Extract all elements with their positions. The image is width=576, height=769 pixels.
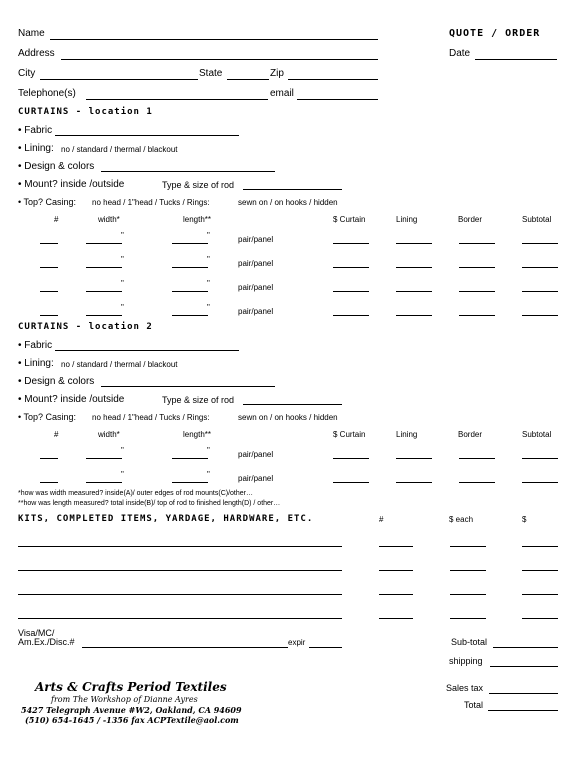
- col-num: #: [54, 430, 59, 439]
- amex-label: Am.Ex./Disc.#: [18, 637, 75, 647]
- inch-mark: ": [207, 303, 210, 312]
- inch-mark: ": [121, 231, 124, 240]
- col-lining: Lining: [396, 215, 418, 224]
- state-label: State: [199, 68, 223, 79]
- kits-col-dollar: $: [522, 515, 527, 524]
- design-field[interactable]: [101, 386, 275, 387]
- col-lining: Lining: [396, 430, 418, 439]
- expir-label: expir: [288, 638, 306, 647]
- fabric-label: • Fabric: [18, 340, 53, 351]
- email-field[interactable]: [297, 99, 378, 100]
- expir-field[interactable]: [309, 647, 342, 648]
- city-label: City: [18, 68, 36, 79]
- fabric-field[interactable]: [55, 135, 239, 136]
- email-label: email: [270, 88, 294, 99]
- col-num: #: [54, 215, 59, 224]
- pair-panel-label: pair/panel: [238, 307, 274, 316]
- salestax-field[interactable]: [489, 693, 558, 694]
- inch-mark: ": [121, 279, 124, 288]
- subtotal-field[interactable]: [493, 647, 558, 648]
- shipping-label: shipping: [449, 656, 483, 666]
- lining-label: • Lining:: [18, 143, 54, 154]
- lining-label: • Lining:: [18, 358, 54, 369]
- top-options[interactable]: no head / 1"head / Tucks / Rings:: [92, 413, 210, 422]
- address-field[interactable]: [61, 59, 378, 60]
- mount-label[interactable]: • Mount? inside /outside: [18, 179, 125, 190]
- company-contact: (510) 654-1645 / -1356 fax ACPTextile@aol.com: [25, 715, 239, 725]
- fabric-field[interactable]: [55, 350, 239, 351]
- pair-panel-label: pair/panel: [238, 474, 274, 483]
- date-field[interactable]: [475, 59, 557, 60]
- rod-field[interactable]: [243, 404, 342, 405]
- kits-col-each: $ each: [449, 515, 474, 524]
- design-label: • Design & colors: [18, 161, 95, 172]
- address-label: Address: [18, 48, 55, 59]
- pair-panel-label: pair/panel: [238, 450, 274, 459]
- quote-order-title: QUOTE / ORDER: [449, 28, 541, 39]
- inch-mark: ": [121, 303, 124, 312]
- rod-label: Type & size of rod: [162, 395, 235, 405]
- telephone-label: Telephone(s): [18, 88, 76, 99]
- fabric-label: • Fabric: [18, 125, 53, 136]
- top-label: • Top? Casing:: [18, 412, 77, 422]
- city-field[interactable]: [40, 79, 198, 80]
- inch-mark: ": [207, 231, 210, 240]
- rod-field[interactable]: [243, 189, 342, 190]
- lining-options[interactable]: no / standard / thermal / blackout: [61, 145, 178, 154]
- col-width: width*: [98, 430, 120, 439]
- state-field[interactable]: [227, 79, 269, 80]
- col-width: width*: [98, 215, 120, 224]
- kits-col-num: #: [379, 515, 384, 524]
- date-label: Date: [449, 48, 471, 59]
- subtotal-label: Sub-total: [451, 637, 488, 647]
- col-subtotal: Subtotal: [522, 215, 552, 224]
- name-label: Name: [18, 28, 45, 39]
- company-name: Arts & Crafts Period Textiles: [35, 680, 227, 694]
- company-workshop: from The Workshop of Dianne Ayres: [51, 695, 198, 704]
- length-note: **how was length measured? total inside(B)/ top of rod to finished length(D) / other…: [18, 500, 281, 507]
- top-options[interactable]: no head / 1"head / Tucks / Rings:: [92, 198, 210, 207]
- inch-mark: ": [207, 446, 210, 455]
- zip-field[interactable]: [288, 79, 378, 80]
- company-address: 5427 Telegraph Avenue #W2, Oakland, CA 94609: [21, 705, 242, 715]
- inch-mark: ": [207, 255, 210, 264]
- design-field[interactable]: [101, 171, 275, 172]
- design-label: • Design & colors: [18, 376, 95, 387]
- section2-title: CURTAINS - location 2: [18, 322, 153, 332]
- top-label: • Top? Casing:: [18, 197, 77, 207]
- card-number-field[interactable]: [82, 647, 288, 648]
- zip-label: Zip: [270, 68, 284, 79]
- telephone-field[interactable]: [86, 99, 268, 100]
- total-label: Total: [464, 700, 484, 710]
- inch-mark: ": [121, 446, 124, 455]
- width-note: *how was width measured? inside(A)/ outer edges of rod mounts(C)/other…: [18, 490, 253, 497]
- col-subtotal: Subtotal: [522, 430, 552, 439]
- inch-mark: ": [207, 279, 210, 288]
- inch-mark: ": [207, 470, 210, 479]
- shipping-field[interactable]: [490, 666, 558, 667]
- rings-options[interactable]: sewn on / on hooks / hidden: [238, 413, 338, 422]
- rod-label: Type & size of rod: [162, 180, 235, 190]
- col-border: Border: [458, 215, 483, 224]
- pair-panel-label: pair/panel: [238, 259, 274, 268]
- col-length: length**: [183, 215, 212, 224]
- name-field[interactable]: [50, 39, 378, 40]
- col-border: Border: [458, 430, 483, 439]
- rings-options[interactable]: sewn on / on hooks / hidden: [238, 198, 338, 207]
- visa-label: Visa/MC/: [18, 628, 55, 638]
- section1-title: CURTAINS - location 1: [18, 107, 153, 117]
- col-length: length**: [183, 430, 212, 439]
- total-field[interactable]: [488, 710, 558, 711]
- inch-mark: ": [121, 255, 124, 264]
- col-curtain: $ Curtain: [333, 430, 366, 439]
- pair-panel-label: pair/panel: [238, 235, 274, 244]
- pair-panel-label: pair/panel: [238, 283, 274, 292]
- salestax-label: Sales tax: [446, 683, 484, 693]
- inch-mark: ": [121, 470, 124, 479]
- col-curtain: $ Curtain: [333, 215, 366, 224]
- lining-options[interactable]: no / standard / thermal / blackout: [61, 360, 178, 369]
- mount-label[interactable]: • Mount? inside /outside: [18, 394, 125, 405]
- kits-title: KITS, COMPLETED ITEMS, YARDAGE, HARDWARE, ETC.: [18, 514, 314, 524]
